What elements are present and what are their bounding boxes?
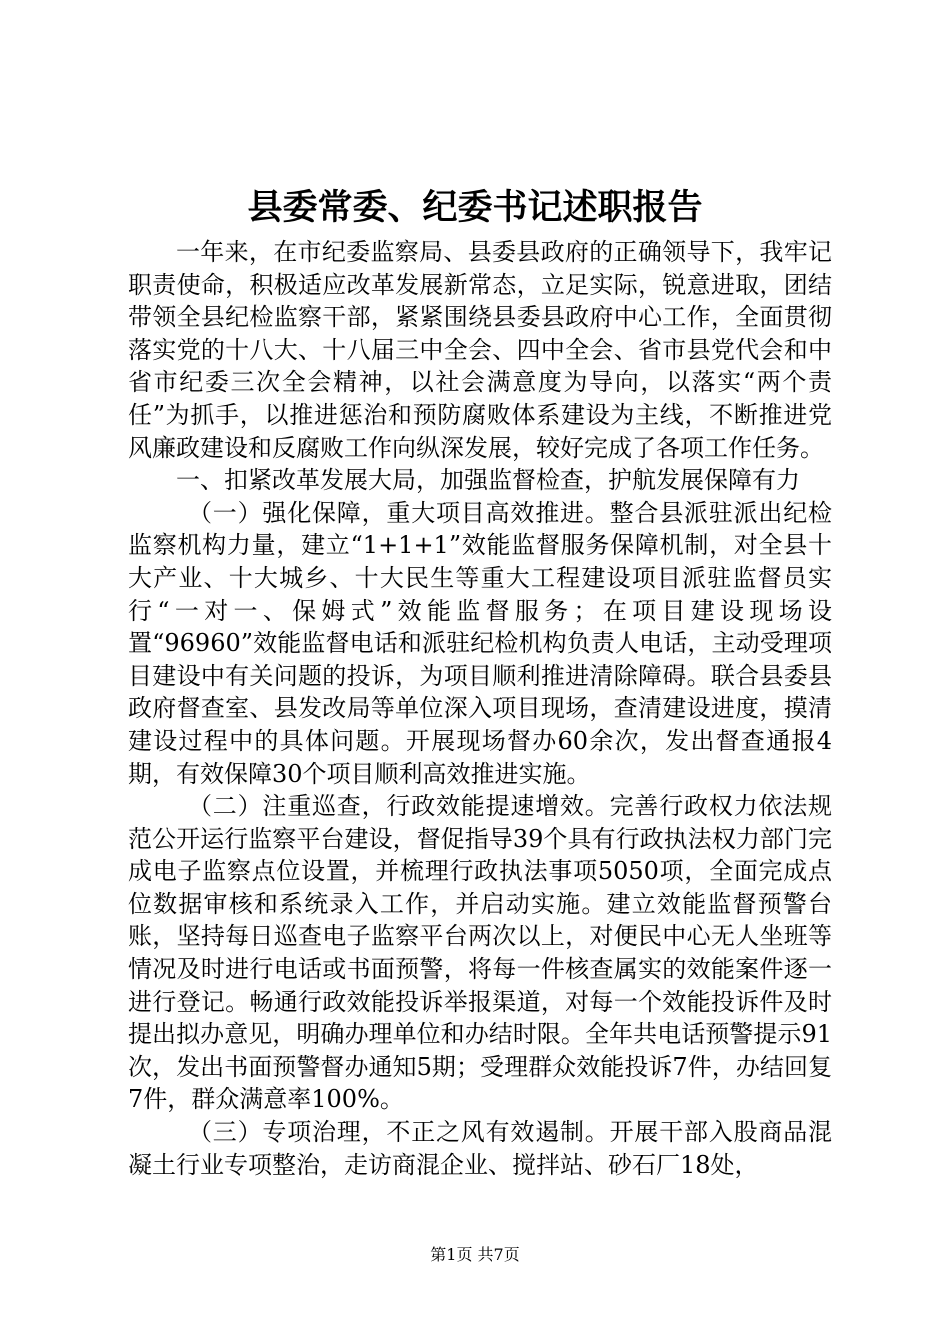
document-body (128, 236, 832, 1181)
intro-paragraph: 一年来，在市纪委监察局、县委县政府的正确领导下，我牢记职责使命，积极适应改革发展新常态，立足实际，锐意进取，团结带领全县纪检监察干部，紧紧围绕县委县政府中心工作，全面贯彻落实党的十八大、十八届三中全会、四中全会、省市县党代会和中省市纪委三次全会精神，以社会满意度为导向，以落实“两个责任”为抓手，以推进惩治和预防腐败体系建设为主线，不断推进党风廉政建设和反腐败工作向纵深发展，较好完成了各项工作任务。 (128, 238, 832, 462)
document-title: 县委常委、纪委书记述职报告 (247, 187, 703, 228)
subsection-paragraph-1: （一）强化保障，重大项目高效推进。整合县派驻派出纪检监察机构力量，建立“1+1+1”效能监督服务保障机制，对全县十大产业、十大城乡、十大民生等重大工程建设项目派驻监督员实行“一对一、保姆式”效能监督服务；在项目建设现场设置“96960”效能监督电话和派驻纪检机构负责人电话，主动受理项目建设中有关问题的投诉，为项目顺利推进清除障碍。联合县委县政府督查室、县发改局等单位深入项目现场，查清建设进度，摸清建设过程中的具体问题。开展现场督办60余次，发出督查通报4期，有效保障30个项目顺利高效推进实施。 (128, 498, 832, 788)
section-heading-1: 一、扣紧改革发展大局，加强监督检查，护航发展保障有力 (176, 466, 800, 495)
page-footer: 第1页 共7页 (430, 1245, 520, 1264)
subsection-paragraph-3: （三）专项治理，不正之风有效遏制。开展干部入股商品混凝土行业专项整治，走访商混企业、搅拌站、砂石厂18处， (128, 1118, 832, 1179)
subsection-paragraph-2: （二）注重巡查，行政效能提速增效。完善行政权力依法规范公开运行监察平台建设，督促指导39个具有行政执法权力部门完成电子监察点位设置，并梳理行政执法事项5050项，全面完成点位数据审核和系统录入工作，并启动实施。建立效能监督预警台账，坚持每日巡查电子监察平台两次以上，对便民中心无人坐班等情况及时进行电话或书面预警，将每一件核查属实的效能案件逐一进行登记。畅通行政效能投诉举报渠道，对每一个效能投诉件及时提出拟办意见，明确办理单位和办结时限。全年共电话预警提示91次，发出书面预警督办通知5期；受理群众效能投诉7件，办结回复7件，群众满意率100%。 (128, 792, 832, 1114)
